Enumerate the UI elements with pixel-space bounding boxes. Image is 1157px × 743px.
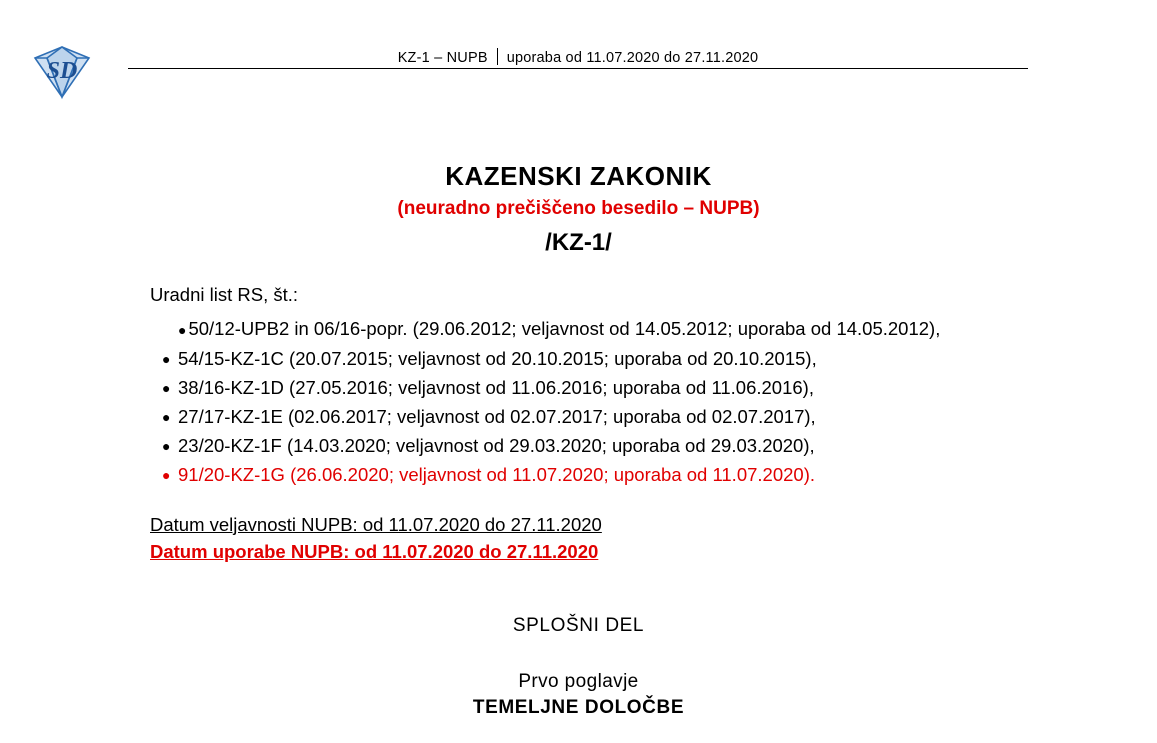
list-item [136, 432, 1036, 460]
page-title: KAZENSKI ZAKONIK [445, 161, 712, 191]
page-header [0, 28, 1157, 88]
list-item-text: 50/12-UPB2 in 06/16-popr. (29.06.2012; veljavnost od 14.05.2012; uporaba od 14.05.2012), [188, 318, 941, 339]
chapter-heading [0, 671, 1157, 719]
bullet-icon: ● [162, 409, 171, 425]
list-item-text: 23/20-KZ-1F (14.03.2020; veljavnost od 29.03.2020; uporaba od 29.03.2020), [178, 435, 815, 456]
validity-date-line: Datum veljavnosti NUPB: od 11.07.2020 do 27.11.2020 [150, 514, 602, 535]
header-caption [128, 42, 1028, 66]
svg-text:SD: SD [46, 58, 78, 84]
list-item [178, 315, 1036, 344]
bullet-icon: ● [162, 438, 171, 454]
chapter-label: Prvo poglavje [518, 671, 639, 692]
bullet-icon: ● [178, 322, 187, 338]
bullet-icon: ● [162, 351, 171, 367]
general-part-heading: SPLOŠNI DEL [512, 615, 645, 636]
header-rule [128, 68, 1028, 69]
list-item-text: 54/15-KZ-1C (20.07.2015; veljavnost od 20.10.2015; uporaba od 20.10.2015), [178, 348, 817, 369]
application-date-line: Datum uporabe NUPB: od 11.07.2020 do 27.11.2020 [150, 541, 599, 562]
sd-diamond-logo [25, 42, 99, 102]
bullet-icon: ● [162, 467, 171, 483]
title-block [0, 160, 1157, 259]
list-item-text: 27/17-KZ-1E (02.06.2017; veljavnost od 02.07.2017; uporaba od 02.07.2017), [178, 406, 816, 427]
list-item-text: 38/16-KZ-1D (27.05.2016; veljavnost od 11.06.2016; uporaba od 11.06.2016), [178, 377, 814, 398]
page-subtitle: (neuradno prečiščeno besedilo – NUPB) [397, 198, 760, 219]
list-item [136, 374, 1036, 402]
gazette-reference-list [136, 281, 1036, 490]
list-item [136, 461, 1036, 489]
list-item-text: 91/20-KZ-1G (26.06.2020; veljavnost od 11.07.2020; uporaba od 11.07.2020). [178, 464, 815, 485]
header-left-text: KZ-1 – NUPB [397, 50, 488, 66]
validity-block [150, 511, 602, 565]
bullet-icon: ● [162, 380, 171, 396]
chapter-title: TEMELJNE DOLOČBE [472, 697, 685, 718]
list-item [136, 403, 1036, 431]
list-item [136, 345, 1036, 373]
header-right-text: uporaba od 11.07.2020 do 27.11.2020 [506, 50, 759, 66]
gazette-intro: Uradni list RS, št.: [150, 284, 299, 305]
document-code: /KZ-1/ [545, 229, 612, 256]
